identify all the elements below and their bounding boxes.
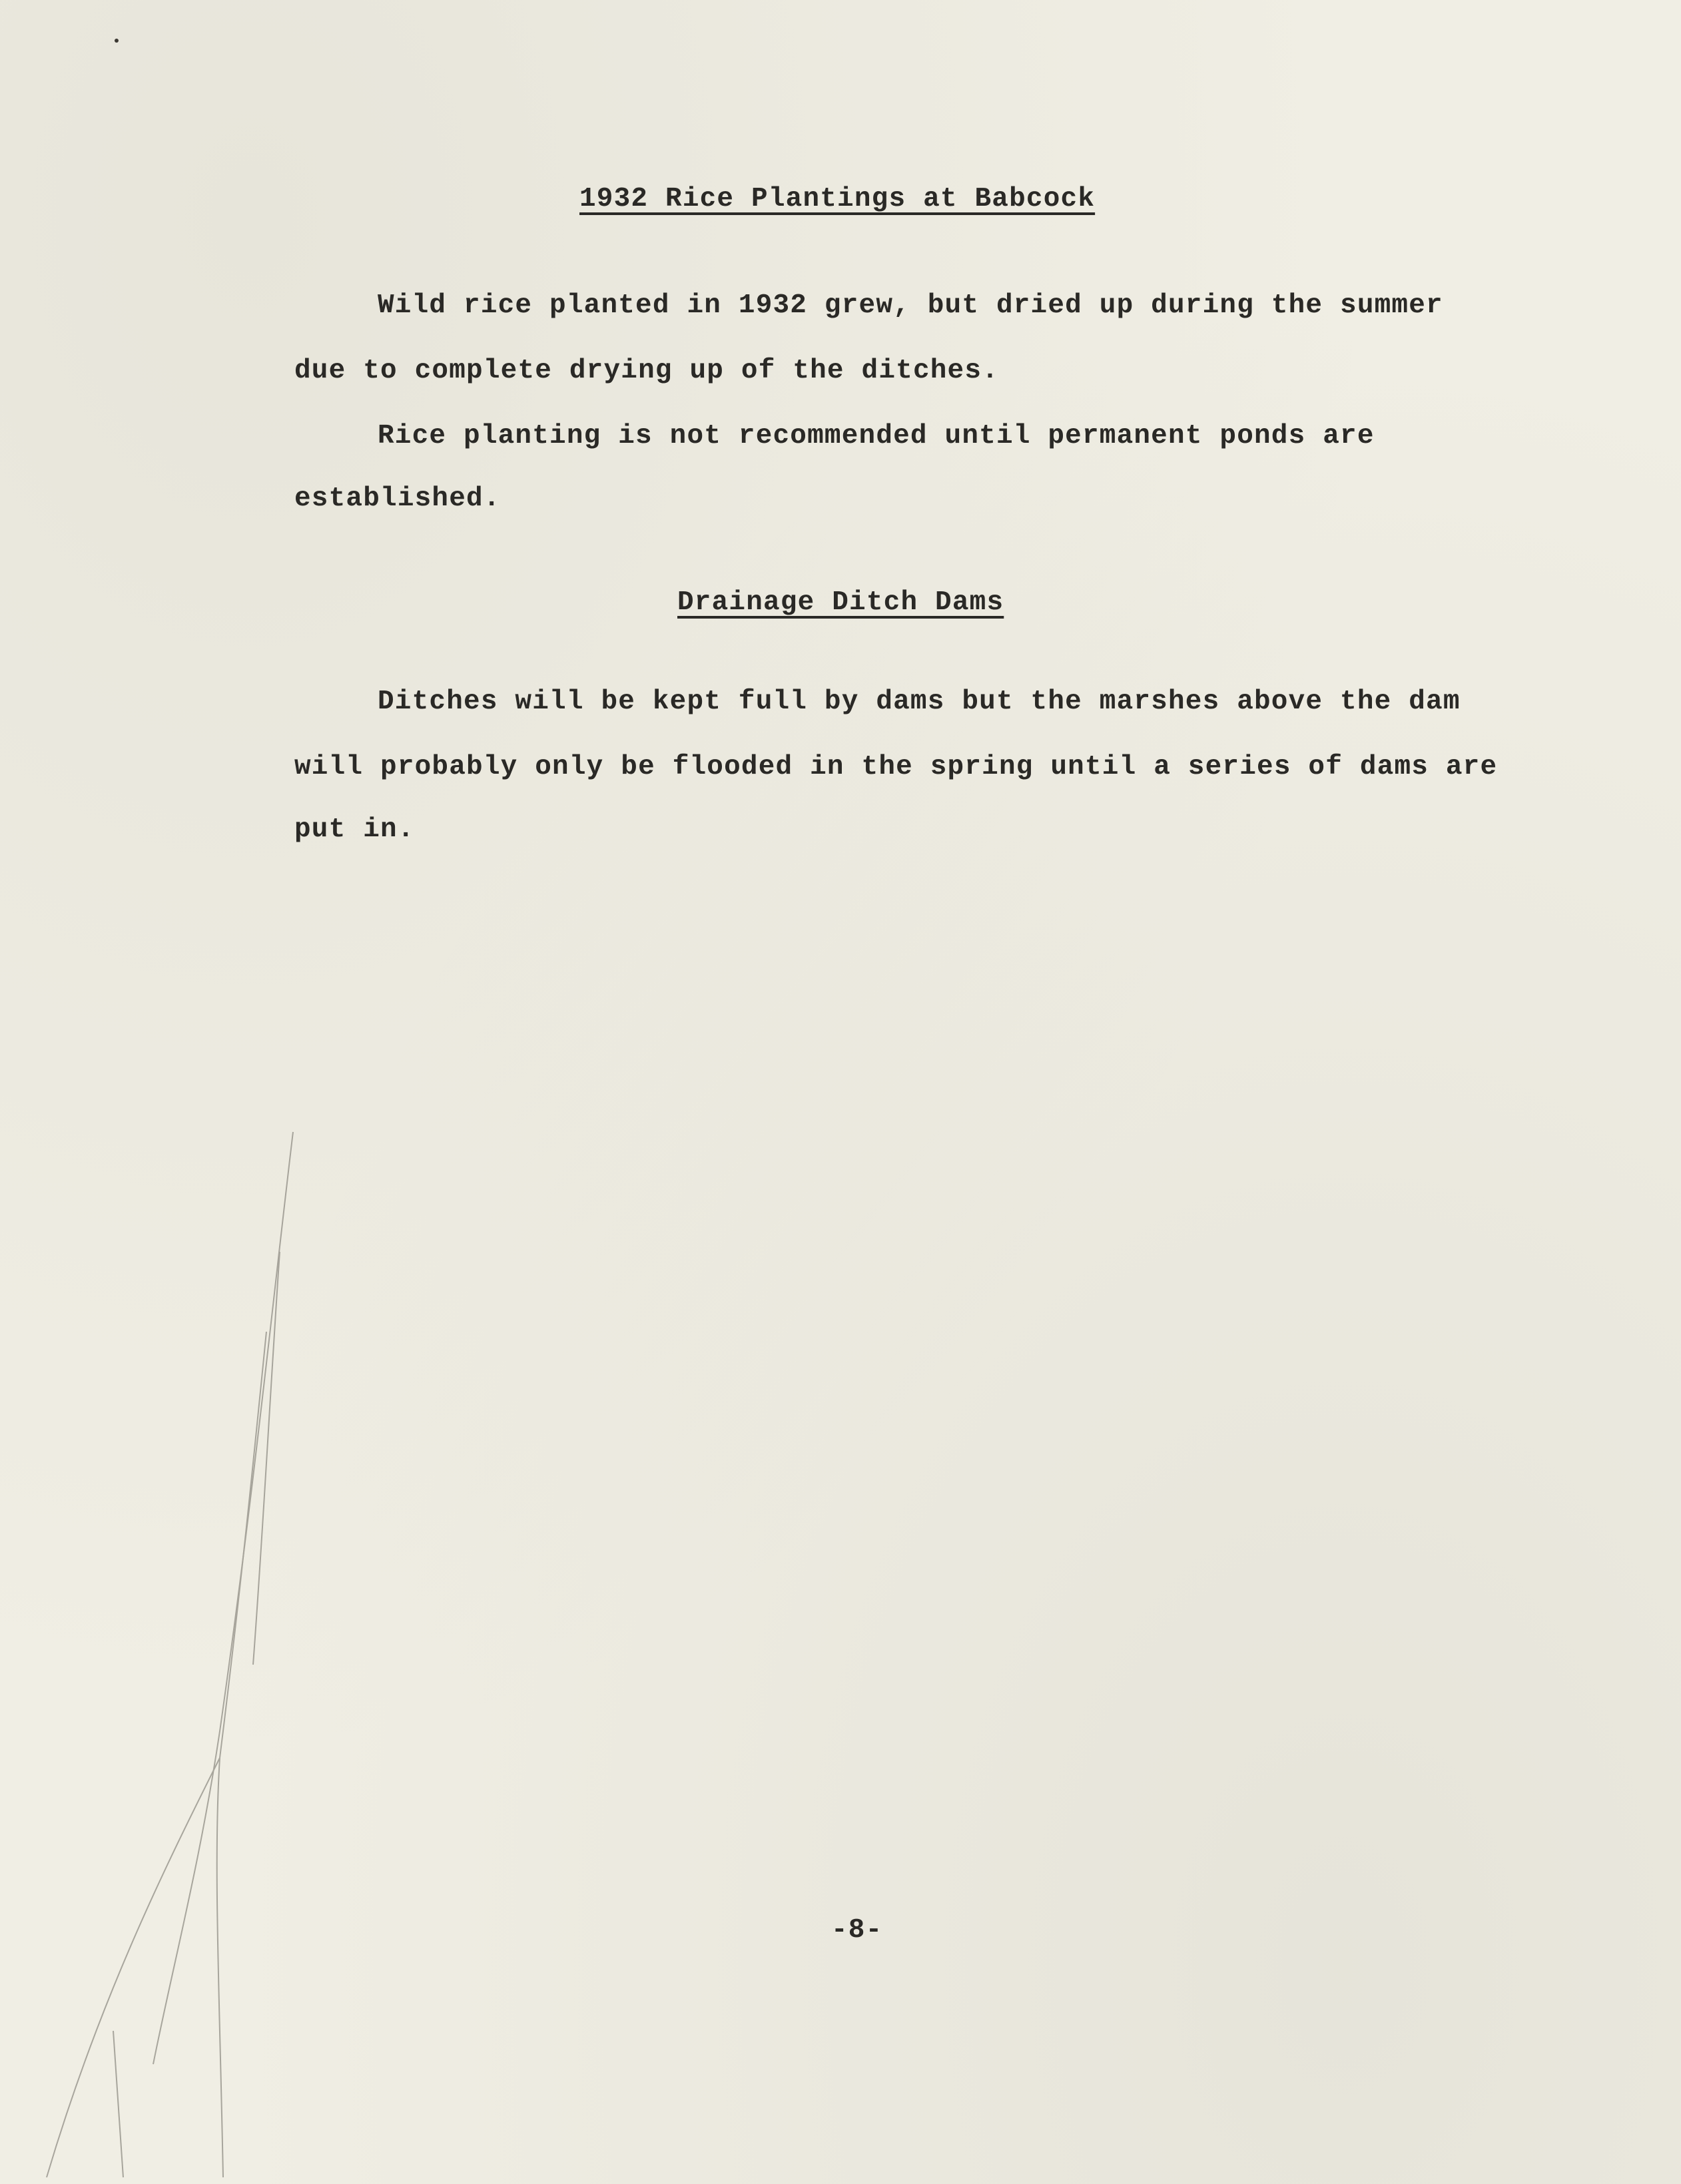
pencil-stroke [153,1132,293,2064]
page-number: -8- [831,1915,883,1946]
paragraph-line: put in. [294,814,415,845]
paragraph-line: Ditches will be kept full by dams but the marshes above the dam [378,686,1461,717]
paragraph-line: Wild rice planted in 1932 grew, but dried up during the summer [378,290,1443,321]
paragraph-line: established. [294,483,501,514]
paragraph-line: will probably only be flooded in the spring until a series of dams are [294,752,1498,782]
pencil-stroke [47,1758,220,2177]
pencil-stroke [113,2031,123,2177]
paragraph-line: Rice planting is not recommended until permanent ponds are [378,421,1375,451]
pencil-stroke [253,1252,280,1665]
paragraph-line: due to complete drying up of the ditches. [294,356,999,386]
pencil-stroke [220,1332,266,1758]
section-heading-rice-plantings: 1932 Rice Plantings at Babcock [579,184,1096,214]
pencil-stroke [217,1758,223,2177]
section-heading-drainage-ditch-dams: Drainage Ditch Dams [677,587,1004,618]
